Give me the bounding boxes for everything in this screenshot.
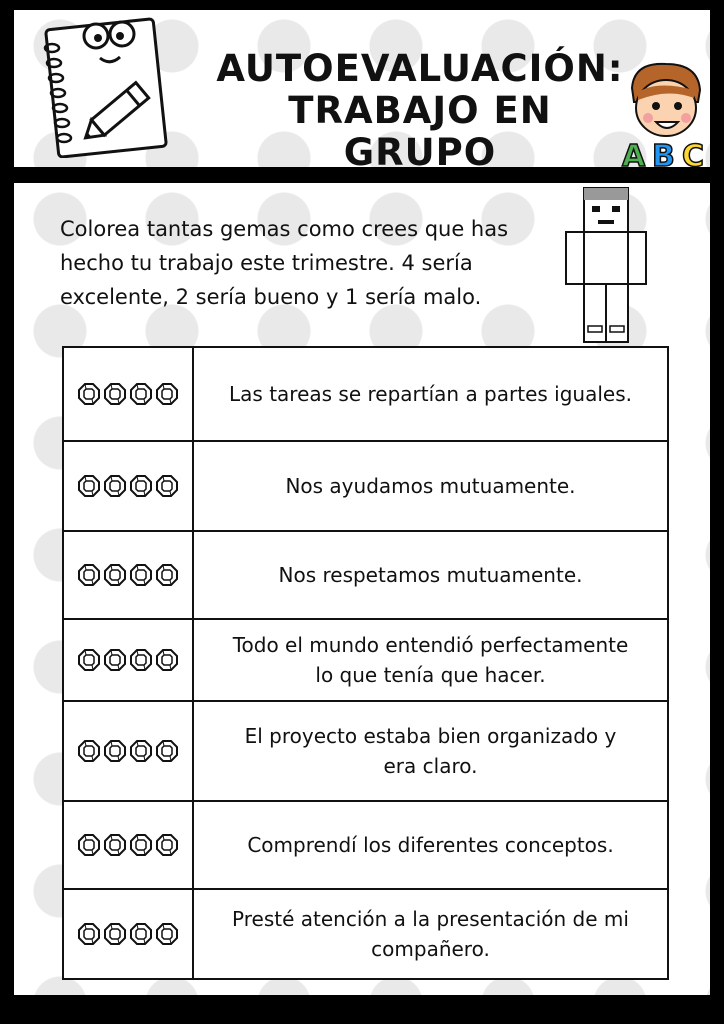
gem-rating-cell xyxy=(63,347,193,441)
gem-icon[interactable] xyxy=(78,923,100,945)
gem-icon[interactable] xyxy=(78,649,100,671)
gem-icon[interactable] xyxy=(130,649,152,671)
abc-letter-c: C xyxy=(682,139,705,174)
gem-icon[interactable] xyxy=(104,740,126,762)
statement-cell: Todo el mundo entendió perfectamente lo que tenía que hacer. xyxy=(193,619,668,701)
table-row xyxy=(63,531,668,619)
instructions-text: Colorea tantas gemas como crees que has hecho tu trabajo este trimestre. 4 sería excelente, 2 sería bueno y 1 sería malo. xyxy=(60,217,509,309)
gem-icon[interactable] xyxy=(104,649,126,671)
statement-cell: El proyecto estaba bien organizado y era claro. xyxy=(193,701,668,801)
title-line-2: TRABAJO EN GRUPO xyxy=(288,89,552,174)
self-evaluation-table xyxy=(62,346,669,980)
gem-icon[interactable] xyxy=(130,383,152,405)
gem-rating-cell xyxy=(63,441,193,531)
boy-abc-icon xyxy=(618,58,714,174)
gem-icon[interactable] xyxy=(104,834,126,856)
gem-rating-cell xyxy=(63,619,193,701)
gem-icon[interactable] xyxy=(130,923,152,945)
blocky-figure-icon xyxy=(562,186,652,346)
gem-icon[interactable] xyxy=(78,564,100,586)
table-row xyxy=(63,619,668,701)
notebook-pencil-icon xyxy=(38,8,168,158)
gem-rating-cell xyxy=(63,701,193,801)
table-row xyxy=(63,801,668,889)
table-row xyxy=(63,347,668,441)
statement-cell: Presté atención a la presentación de mi compañero. xyxy=(193,889,668,979)
table-row xyxy=(63,701,668,801)
gem-icon[interactable] xyxy=(104,475,126,497)
gem-rating-cell xyxy=(63,889,193,979)
page-title xyxy=(210,48,630,174)
gem-icon[interactable] xyxy=(156,923,178,945)
statement-cell: Nos ayudamos mutuamente. xyxy=(193,441,668,531)
gem-icon[interactable] xyxy=(156,383,178,405)
gem-icon[interactable] xyxy=(78,383,100,405)
gem-icon[interactable] xyxy=(156,564,178,586)
gem-icon[interactable] xyxy=(78,740,100,762)
gem-icon[interactable] xyxy=(104,923,126,945)
gem-icon[interactable] xyxy=(78,834,100,856)
table-row xyxy=(63,889,668,979)
gem-icon[interactable] xyxy=(130,740,152,762)
gem-icon[interactable] xyxy=(78,475,100,497)
gem-icon[interactable] xyxy=(104,383,126,405)
gem-icon[interactable] xyxy=(156,834,178,856)
gem-rating-cell xyxy=(63,531,193,619)
gem-icon[interactable] xyxy=(130,834,152,856)
statement-cell: Las tareas se repartían a partes iguales. xyxy=(193,347,668,441)
gem-rating-cell xyxy=(63,801,193,889)
gem-icon[interactable] xyxy=(156,740,178,762)
gem-icon[interactable] xyxy=(104,564,126,586)
gem-icon[interactable] xyxy=(130,475,152,497)
abc-letter-a: A xyxy=(622,139,646,174)
gem-icon[interactable] xyxy=(156,475,178,497)
gem-icon[interactable] xyxy=(130,564,152,586)
title-line-1: AUTOEVALUACIÓN: xyxy=(216,47,624,90)
table-row xyxy=(63,441,668,531)
gem-icon[interactable] xyxy=(156,649,178,671)
statement-cell: Comprendí los diferentes conceptos. xyxy=(193,801,668,889)
statement-cell: Nos respetamos mutuamente. xyxy=(193,531,668,619)
abc-letter-b: B xyxy=(652,139,675,174)
